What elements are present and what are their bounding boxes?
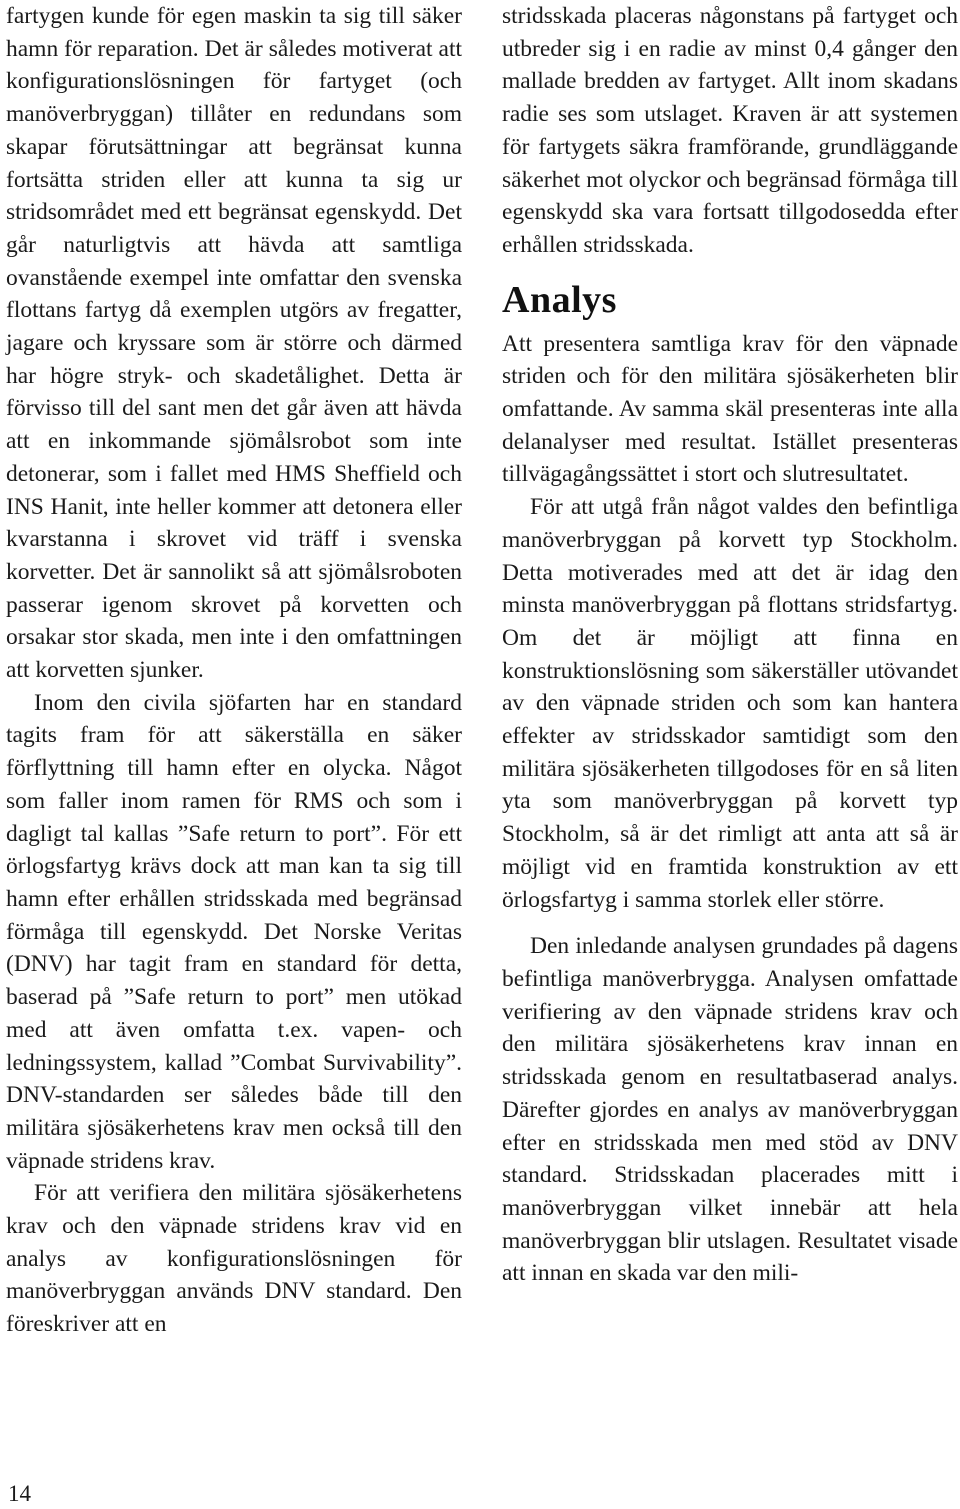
body-paragraph: För att verifiera den militära sjösäkerhetens krav och den väpnade stridens krav vid en analys av konfigurationslösningen för manöverbryggan används DNV standard. Den föreskriver att en	[6, 1180, 462, 1338]
body-paragraph: Den inledande analysen grundades på dagens befintliga manöverbrygga. Analysen omfattade verifiering av den väpnade stridens krav och den militära sjösäkerhetens krav innan en stridsskada genom en resultatbaserad analys. Därefter gjordes en analys av manöverbryggan efter en stridsskada men med stöd av DNV standard. Stridsskadan placerades mitt i manöverbryggan vilket innebär att hela manöverbryggan blir utslagen. Resultatet visade att innan en skada var den mili-	[502, 933, 958, 1287]
left-column	[6, 0, 462, 1341]
body-paragraph: För att utgå från något valdes den befintliga manöverbryggan på korvett typ Stockholm. Detta motiverades med att det är idag den minsta manöverbryggan på flottans stridsfartyg. Om det är möjligt att finna en konstruktionslösning som säkerställer utövandet av den väpnade striden och som kan hantera effekter av stridsskador samtidigt som den militära sjösäkerheten tillgodoses för en så liten yta som manöverbryggan på korvett typ Stockholm, så är det rimligt att anta att så är möjligt vid en framtida konstruktion av ett örlogsfartyg i samma storlek eller större.	[502, 494, 958, 913]
body-paragraph: fartygen kunde för egen maskin ta sig till säker hamn för reparation. Det är således motiverat att konfigurationslösningen för fartyget (och manöverbryggan) tillåter en redundans som skapar förutsättningar att begränsat kunna fortsätta striden eller att kunna ta sig ur stridsområdet med ett begränsat egenskydd. Det går naturligtvis att hävda att samtliga ovanstående exempel inte omfattar den svenska flottans fartyg då exemplen utgörs av fregatter, jagare och kryssare som är större och därmed har högre stryk- och skadetålighet. Detta är förvisso till del sant men det går även att hävda att en inkommande sjömålsrobot som inte detonerar, som i fallet med HMS Sheffield och INS Hanit, inte heller kommer att detonera eller kvarstanna i skrovet vid träff i svenska korvetter. Det är sannolikt så att sjömålsroboten passerar igenom skrovet på korvetten och orsakar stor skada, men inte i den omfattningen att korvetten sjunker.	[6, 3, 462, 684]
right-column	[502, 0, 958, 1290]
body-paragraph: stridsskada placeras någonstans på fartyget och utbreder sig i en radie av minst 0,4 gånger den mallade bredden av fartyget. Allt inom skadans radie ses som utslaget. Kraven är att systemen för fartygets säkra framförande, grundläggande säkerhet mot olyckor och begränsad förmåga till egenskydd ska vara fortsatt tillgodosedda efter erhållen stridsskada.	[502, 3, 958, 258]
page-number: 14	[8, 1481, 31, 1506]
body-paragraph: Inom den civila sjöfarten har en standard tagits fram för att säkerställa en säker förflyttning till hamn efter en olycka. Något som faller inom ramen för RMS och som i dagligt tal kallas ”Safe return to port”. För ett örlogsfartyg krävs dock att man kan ta sig till hamn efter erhållen stridsskada med begränsad förmåga till egenskydd. Det Norske Veritas (DNV) har tagit fram en standard för detta, baserad på ”Safe return to port” men utökad med att även omfatta t.ex. vapen- och ledningssystem, kallad ”Combat Survivability”. DNV-standarden ser således både till den militära sjösäkerhetens krav men också till den väpnade stridens krav.	[6, 689, 462, 1174]
section-heading: Analys	[502, 278, 617, 321]
body-paragraph: Att presentera samtliga krav för den väpnade striden och för den militära sjösäkerheten blir omfattande. Av samma skäl presenteras inte alla delanalyser med resultat. Istället presenteras tillvägagångssättet i stort och slutresultatet.	[502, 330, 958, 488]
